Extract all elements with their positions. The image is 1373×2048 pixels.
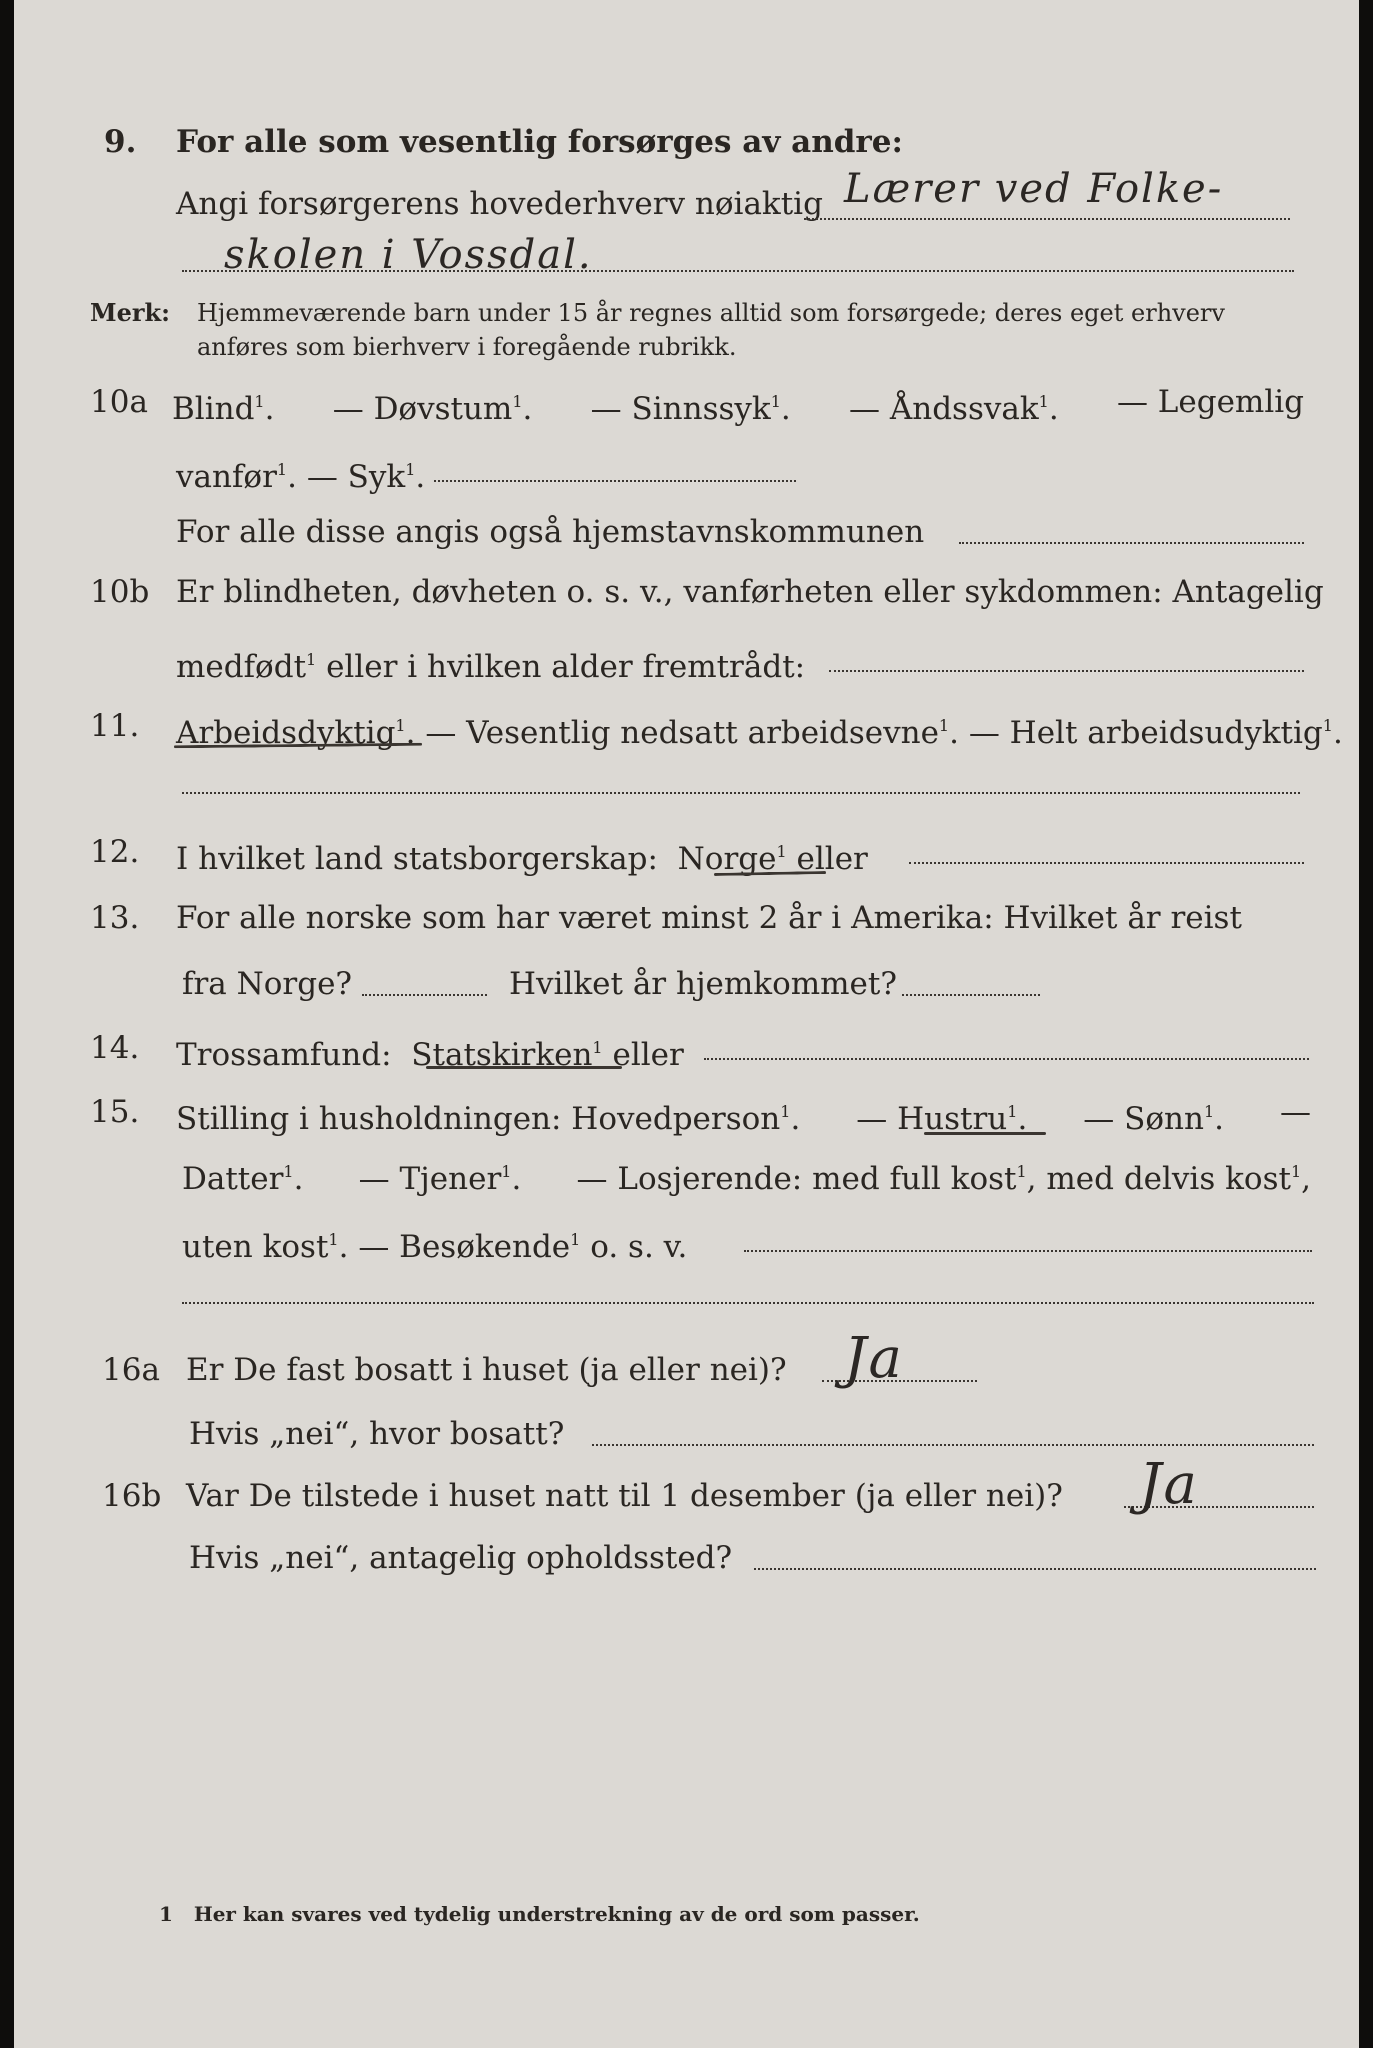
q16a-handwritten-answer: Ja: [844, 1326, 904, 1391]
q10b-line: [829, 670, 1304, 672]
q14-line: [704, 1058, 1309, 1060]
q10a-syk-line: [434, 480, 796, 482]
census-form-page: [14, 0, 1359, 2048]
q10b-line2: medfødt$^1$ eller i hvilken alder fremtrådt:: [176, 649, 806, 685]
q15-line-b: [182, 1302, 1314, 1304]
q9-handwritten-answer-a: Lærer ved Folke-: [844, 166, 1224, 212]
q16a-line2: Hvis „nei“, hvor bosatt?: [189, 1416, 565, 1452]
q14-number: 14.: [90, 1030, 140, 1066]
q11-text: Arbeidsdyktig$^1$. — Vesentlig nedsatt arbeidsevne$^1$. — Helt arbeidsudyktig$^1$.: [176, 715, 1343, 751]
merk-text-1: Hjemmeværende barn under 15 år regnes alltid som forsørgede; deres eget erhverv: [197, 299, 1225, 327]
q10a-hjemstavn-line: [959, 542, 1304, 544]
q15-number: 15.: [90, 1094, 140, 1130]
q9-number: 9.: [104, 124, 137, 160]
footnote-text: Her kan svares ved tydelig understrekning av de ord som passer.: [193, 1902, 920, 1926]
q9-question: Angi forsørgerens hovederhverv nøiaktig: [176, 186, 823, 222]
q13-hjemkommet: Hvilket år hjemkommet?: [509, 966, 897, 1002]
q12-norge: Norge: [677, 841, 777, 877]
q16a-text: Er De fast bosatt i huset (ja eller nei)?: [186, 1352, 787, 1388]
q15-line-a: [744, 1250, 1312, 1252]
option-blind: Blind$^1$.: [172, 391, 275, 427]
q11-line: [182, 792, 1300, 794]
q10a-hjemstavn: For alle disse angis også hjemstavnskommunen: [176, 514, 925, 550]
q9-handwritten-answer-b: skolen i Vossdal.: [224, 232, 593, 278]
merk-text-2: anføres som bierhverv i foregående rubrikk.: [197, 333, 737, 361]
q13-number: 13.: [90, 900, 140, 936]
q10a-options: [172, 384, 1304, 427]
option-sinnssyk: — Sinnssyk$^1$.: [590, 391, 791, 427]
q10a-line2: vanfør$^1$. — Syk$^1$.: [176, 459, 426, 495]
footnote-mark: 1: [159, 1902, 173, 1926]
q13-hjemkommet-line: [902, 994, 1040, 996]
q9-answer-line-1: [804, 218, 1290, 220]
q15-underline-hustru: [924, 1132, 1046, 1135]
q11-number: 11.: [90, 708, 140, 744]
merk-label: Merk:: [90, 298, 170, 327]
option-dovstum: — Døvstum$^1$.: [332, 391, 533, 427]
q10a-number: 10a: [90, 384, 148, 420]
footnote: [159, 1902, 920, 1926]
option-andssvak: — Åndssvak$^1$.: [849, 391, 1059, 427]
q12-line: [909, 862, 1304, 864]
q15-hustru: — Hustru$^1$.: [856, 1101, 1028, 1137]
q16b-handwritten-answer: Ja: [1139, 1452, 1199, 1517]
q15-line1: Stilling i husholdningen: Hovedperson$^1$. — Hustru$^1$. — Sønn$^1$. —: [176, 1094, 1311, 1137]
q14-underline-statskirken: [426, 1066, 622, 1069]
q9-heading: For alle som vesentlig forsørges av andre:: [176, 124, 903, 160]
q12-text: I hvilket land statsborgerskap: Norge$^1$ eller: [176, 841, 868, 877]
q15-line2: Datter$^1$. — Tjener$^1$. — Losjerende: med full kost$^1$, med delvis kost$^1$,: [182, 1161, 1311, 1197]
q16a-line2-dots: [592, 1444, 1314, 1446]
q12-number: 12.: [90, 834, 140, 870]
q13-fra-norge-line: [362, 994, 487, 996]
q16b-text: Var De tilstede i huset natt til 1 desember (ja eller nei)?: [186, 1478, 1063, 1514]
q13-text: For alle norske som har været minst 2 år i Amerika: Hvilket år reist: [176, 900, 1242, 936]
option-legemlig: — Legemlig: [1116, 384, 1304, 420]
q13-fra-norge: fra Norge?: [182, 966, 353, 1002]
q10b-number: 10b: [90, 574, 150, 610]
q16b-line2-dots: [754, 1568, 1316, 1570]
q15-line3: uten kost$^1$. — Besøkende$^1$ o. s. v.: [182, 1229, 688, 1265]
q16b-number: 16b: [102, 1478, 162, 1514]
q16b-line2: Hvis „nei“, antagelig opholdssted?: [189, 1540, 733, 1576]
q10b-text: Er blindheten, døvheten o. s. v., vanførheten eller sykdommen: Antagelig: [176, 574, 1324, 610]
q14-text: Trossamfund: Statskirken$^1$ eller: [176, 1037, 684, 1073]
q16a-number: 16a: [102, 1352, 160, 1388]
